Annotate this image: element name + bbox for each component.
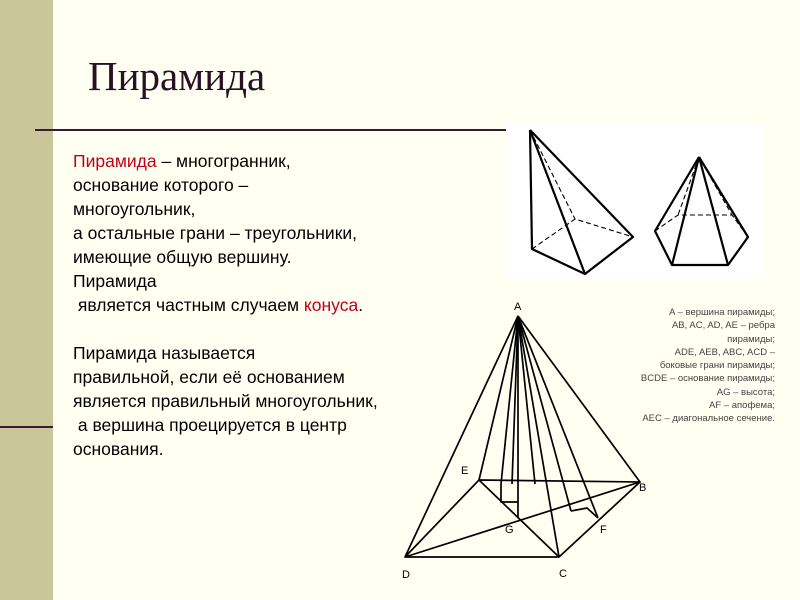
- quad-pyramid-hidden-base: [532, 219, 633, 249]
- edge-AC: [518, 316, 559, 557]
- definition-line-5: имеющие общую вершину.: [73, 247, 292, 267]
- label-G: G: [505, 524, 514, 536]
- legend-line: боковые грани пирамиды;: [659, 360, 775, 372]
- legend-line: A – вершина пирамиды;: [669, 307, 775, 318]
- hex-pyramid-outline: [655, 157, 748, 265]
- slide-title: Пирамида: [88, 53, 266, 99]
- pyramids-illustration: [506, 123, 764, 280]
- label-B: B: [639, 482, 647, 494]
- regular-line-3: является правильный многоугольник,: [73, 391, 378, 411]
- legend-line: BCDE – основание пирамиды;: [640, 373, 775, 385]
- legend-line: AEC – диагональное сечение.: [642, 413, 775, 425]
- cone-note-prefix: является частным случаем: [73, 295, 304, 315]
- hex-pyramid-hidden-edge-2: [699, 157, 732, 215]
- label-E: E: [461, 465, 469, 477]
- edge-AD: [405, 316, 518, 557]
- quad-pyramid-outline: [530, 130, 633, 274]
- definition-line-1: [73, 149, 493, 173]
- diagonal-EC: [479, 480, 559, 557]
- figure-legend: [600, 306, 775, 426]
- label-F: F: [600, 524, 607, 536]
- regular-line-1: Пирамида называется: [73, 343, 256, 363]
- hex-pyramid-hidden-base: [655, 215, 748, 237]
- side-divider: [0, 426, 53, 428]
- cone-note-suffix: .: [358, 295, 364, 315]
- definition-rest: – многогранник,: [156, 151, 291, 171]
- regular-line-5: основания.: [73, 439, 164, 459]
- hex-pyramid-edge-2: [699, 157, 728, 265]
- legend-line: AB, AC, AD, AE – ребра: [671, 320, 775, 332]
- edge-AE: [479, 316, 518, 480]
- quad-pyramid-hidden-edge: [530, 130, 575, 219]
- side-band: [0, 0, 53, 600]
- hex-pyramid-edge-1: [672, 157, 699, 265]
- definition-line-4: а остальные грани – треугольники,: [73, 223, 357, 243]
- regular-line-4: а вершина проецируется в центр: [73, 415, 347, 435]
- definition-line-3: многоугольник,: [73, 199, 196, 219]
- label-C: C: [559, 568, 567, 580]
- title-divider: [35, 129, 545, 131]
- cone-link[interactable]: конуса: [303, 295, 359, 315]
- label-A: A: [514, 301, 522, 313]
- right-angle-mark-G: [501, 484, 518, 502]
- cone-note-line-1: Пирамида: [73, 271, 157, 291]
- legend-line: ADE, AEB, ABC, ACD –: [674, 346, 775, 358]
- term-pyramid: Пирамида: [73, 151, 157, 171]
- legend-line: AF – апофема;: [709, 400, 775, 412]
- apothem-AF: [518, 316, 598, 518]
- legend-line: AG – высота;: [716, 386, 775, 398]
- legend-line: пирамиды;: [727, 333, 775, 345]
- label-D: D: [402, 569, 410, 581]
- regular-line-2: правильной, если её основанием: [73, 367, 345, 387]
- definition-line-2: основание которого –: [73, 175, 249, 195]
